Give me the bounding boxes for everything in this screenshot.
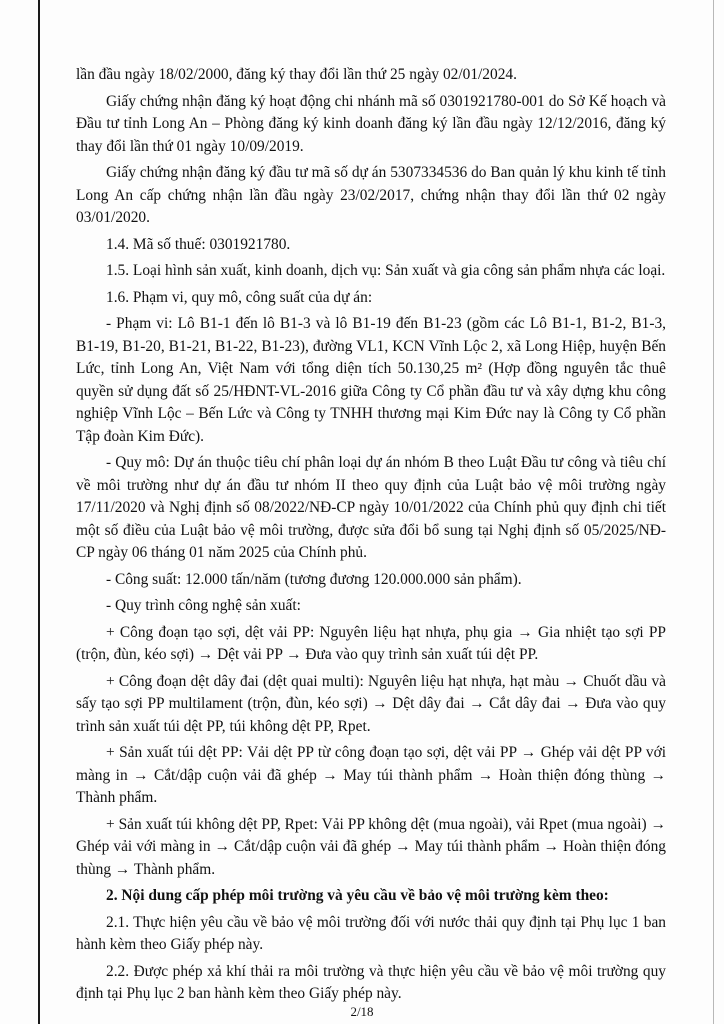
paragraph-branch-certificate: Giấy chứng nhận đăng ký hoạt động chi nhánh mã số 0301921780-001 do Sở Kế hoạch và Đầu tư tỉnh Long An – Phòng đăng ký kinh doanh đăng ký lần đầu ngày 12/12/2016, đăng ký thay đổi lần thứ 01 ngày 10/09/2019. [76, 92, 666, 155]
scan-left-edge [38, 0, 40, 1024]
paragraph-capacity: - Công suất: 12.000 tấn/năm (tương đương 120.000.000 sản phẩm). [106, 570, 522, 588]
paragraph-wastewater: 2.1. Thực hiện yêu cầu về bảo vệ môi trường đối với nước thải quy định tại Phụ lục 1 ban hành kèm theo Giấy phép này. [76, 913, 666, 953]
paragraph-process-heading: - Quy trình công nghệ sản xuất: [106, 597, 301, 614]
paragraph-process-yarn: + Công đoạn tạo sợi, dệt vải PP: Nguyên liệu hạt nhựa, phụ gia → Gia nhiệt tạo sợi PP (trộn, đùn, kéo sợi) → Dệt vải PP → Đưa vào quy trình sản xuất túi dệt PP. [76, 623, 666, 663]
paragraph-emissions: 2.2. Được phép xả khí thải ra môi trường và thực hiện yêu cầu về bảo vệ môi trường quy định tại Phụ lục 2 ban hành kèm theo Giấy phép này. [76, 962, 666, 1002]
paragraph-process-woven-bag: + Sản xuất túi dệt PP: Vải dệt PP từ công đoạn tạo sợi, dệt vải PP → Ghép vải dệt PP với màng in → Cắt/dập cuộn vải đã ghép → May túi thành phẩm → Hoàn thiện đóng thùng → Thành phẩm. [76, 744, 666, 806]
paragraph-investment-certificate: Giấy chứng nhận đăng ký đầu tư mã số dự án 5307334536 do Ban quản lý khu kinh tế tỉnh Long An cấp chứng nhận lần đầu ngày 23/02/2017, chứng nhận thay đổi lần thứ 02 ngày 03/01/2020. [76, 164, 666, 226]
scan-right-edge [713, 0, 714, 1024]
page-number: 2/18 [350, 1004, 374, 1019]
paragraph-tax-code: 1.4. Mã số thuế: 0301921780. [106, 235, 291, 253]
paragraph-scope: - Phạm vi: Lô B1-1 đến lô B1-3 và lô B1-19 đến B1-23 (gồm các Lô B1-1, B1-2, B1-3, B1-19, B1-20, B1-21, B1-22, B1-23), đường VL1, KCN Vĩnh Lộc 2, xã Long Hiệp, huyện Bến Lức, tỉnh Long An, Việt Nam với tổng diện tích 50.130,25 m² (Hợp đồng nguyên tắc thuê quyền sử dụng đất số 25/HĐNT-VL-2016 giữa Công ty Cổ phần đầu tư và xây dựng khu công nghiệp Vĩnh Lộc – Bến Lức và Công ty TNHH thương mại Kim Đức nay là Công ty Cổ phần Tập đoàn Kim Đức). [76, 315, 666, 445]
document-body [76, 64, 666, 1010]
paragraph-process-nonwoven-bag: + Sản xuất túi không dệt PP, Rpet: Vải PP không dệt (mua ngoài), vải Rpet (mua ngoài) → Ghép vải với màng in → Cắt/dập cuộn vải đã ghép → May túi thành phẩm → Hoàn thiện đóng thùng → Thành phẩm. [76, 815, 666, 878]
paragraph-scope-heading: 1.6. Phạm vi, quy mô, công suất của dự án: [106, 288, 373, 306]
section-heading-permit-content: 2. Nội dung cấp phép môi trường và yêu cầu về bảo vệ môi trường kèm theo: [106, 887, 609, 904]
paragraph-process-strap: + Công đoạn dệt dây đai (dệt quai multi): Nguyên liệu hạt nhựa, hạt màu → Chuốt dầu và sấy tạo sợi PP multilament (trộn, đùn, kéo sợi) → Dệt dây đai → Cắt dây đai → Đưa vào quy trình sản xuất túi dệt PP, túi không dệt PP, Rpet. [76, 672, 666, 735]
paragraph-business-type: 1.5. Loại hình sản xuất, kinh doanh, dịch vụ: Sản xuất và gia công sản phẩm nhựa các loại. [106, 262, 666, 279]
paragraph-continuation: lần đầu ngày 18/02/2000, đăng ký thay đổi lần thứ 25 ngày 02/01/2024. [76, 66, 517, 83]
paragraph-scale: - Quy mô: Dự án thuộc tiêu chí phân loại dự án nhóm B theo Luật Đầu tư công và tiêu chí về môi trường như dự án đầu tư nhóm II theo quy định của Luật bảo vệ môi trường ngày 17/11/2020 và Nghị định số 08/2022/NĐ-CP ngày 10/01/2022 của Chính phủ quy định chi tiết một số điều của Luật bảo vệ môi trường, được sửa đổi bổ sung tại Nghị định số 05/2025/NĐ-CP ngày 06 tháng 01 năm 2025 của Chính phủ. [76, 454, 666, 561]
